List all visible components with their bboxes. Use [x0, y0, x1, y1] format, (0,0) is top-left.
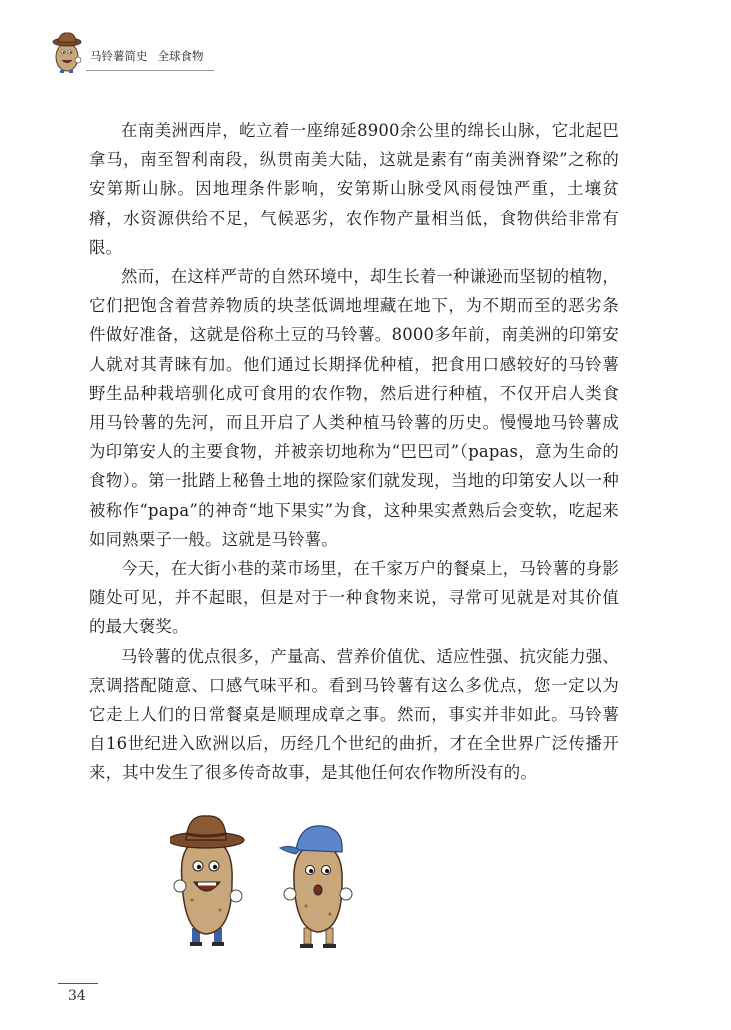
header-title: [90, 48, 204, 64]
paragraph: 今天，在大街小巷的菜市场里，在千家万户的餐桌上，马铃薯的身影随处可见，并不起眼，但是对于一种食物来说，寻常可见就是对其价值的最大褒奖。: [89, 559, 619, 637]
section-title: 全球食物: [157, 49, 204, 63]
running-header: [48, 30, 218, 74]
page-number: 34: [68, 988, 86, 1004]
footer-divider: [58, 983, 98, 984]
potato-mascot-icon: [48, 30, 88, 74]
body-text: [89, 116, 619, 788]
baseball-cap-potato-icon: [280, 826, 352, 948]
book-title: 马铃薯简史: [90, 49, 148, 63]
paragraph: 在南美洲西岸，屹立着一座绵延8900余公里的绵长山脉，它北起巴拿马，南至智利南段，纵贯南美大陆，这就是素有“南美洲脊梁”之称的安第斯山脉。因地理条件影响，安第斯山脉受风雨侵蚀严重，土壤贫瘠，水资源供给不足，气候恶劣，农作物产量相当低，食物供给非常有限。: [89, 121, 619, 257]
paragraph: 然而，在这样严苛的自然环境中，却生长着一种谦逊而坚韧的植物，它们把饱含着营养物质的块茎低调地埋藏在地下，为不期而至的恶劣条件做好准备，这就是俗称土豆的马铃薯。8000多年前，南美洲的印第安人就对其青睐有加。他们通过长期择优种植，把食用口感较好的马铃薯野生品种栽培驯化成可食用的农作物，然后进行种植，不仅开启人类食用马铃薯的先河，而且开启了人类种植马铃薯的历史。慢慢地马铃薯成为印第安人的主要食物，并被亲切地称为“巴巴司”（papas，意为生命的食物）。第一批踏上秘鲁土地的探险家们就发现，当地的印第安人以一种被称作“papa”的神奇“地下果实”为食，这种果实煮熟后会变软，吃起来如同熟栗子一般。这就是马铃薯。: [89, 267, 619, 549]
potato-characters-illustration: [170, 810, 370, 960]
paragraph: 马铃薯的优点很多，产量高、营养价值优、适应性强、抗灾能力强、烹调搭配随意、口感气味平和。看到马铃薯有这么多优点，您一定以为它走上人们的日常餐桌是顺理成章之事。然而，事实并非如此。马铃薯自16世纪进入欧洲以后，历经几个世纪的曲折，才在全世界广泛传播开来，其中发生了很多传奇故事，是其他任何农作物所没有的。: [89, 646, 619, 783]
cowboy-hat-potato-icon: [170, 816, 244, 946]
header-divider: [86, 70, 214, 71]
